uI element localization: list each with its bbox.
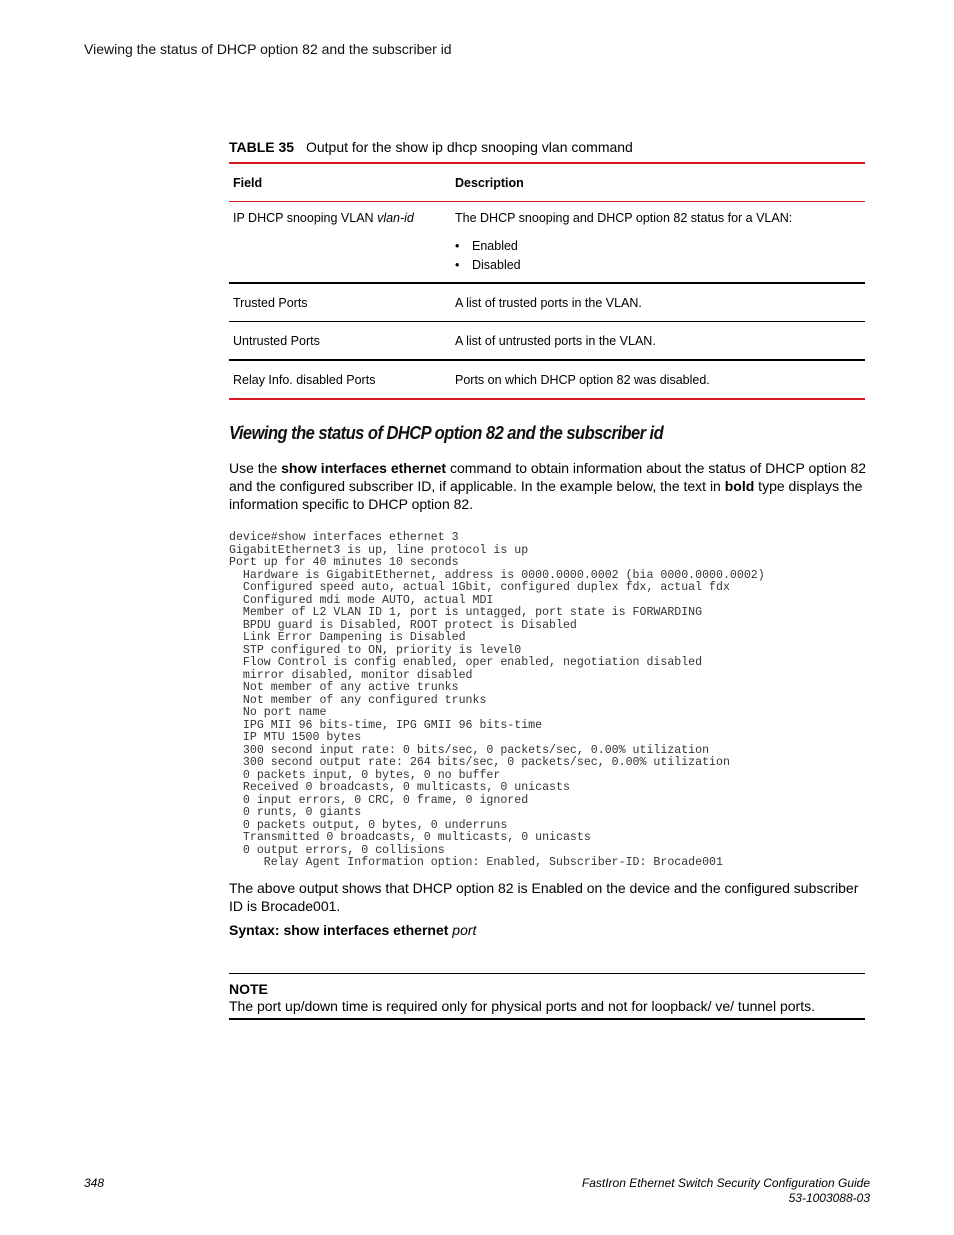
page-number: 348 — [84, 1176, 105, 1190]
table-header-row — [229, 164, 865, 202]
table-cell-field: Untrusted Ports — [233, 333, 320, 348]
column-header-description: Description — [455, 175, 524, 190]
footer-doc-info — [582, 1176, 870, 1206]
bullet-item: • Enabled — [455, 237, 865, 256]
table-row — [229, 284, 865, 322]
column-header-field: Field — [233, 175, 263, 190]
table-row — [229, 322, 865, 361]
description-text: The DHCP snooping and DHCP option 82 status for a VLAN: — [455, 211, 793, 225]
note-text: The port up/down time is required only for physical ports and not for loopback/ ve/ tunnel ports. — [229, 998, 815, 1014]
table-cell-description: A list of untrusted ports in the VLAN. — [455, 333, 656, 348]
intro-text: command to obtain information about the status of DHCP option 82 and the configured subscriber ID, if applicable. In the example below, the text in — [229, 460, 867, 494]
guide-title: FastIron Ethernet Switch Security Configuration Guide — [581, 1176, 870, 1190]
result-paragraph: The above output shows that DHCP option 82 is Enabled on the device and the configured subscriber ID is Brocade001. — [229, 880, 859, 914]
bullet-item: • Disabled — [455, 256, 865, 275]
command-name: show interfaces ethernet — [281, 460, 447, 476]
table-cell-description: A list of trusted ports in the VLAN. — [455, 295, 642, 310]
intro-paragraph — [229, 459, 869, 513]
bold-word: bold — [724, 478, 755, 494]
doc-number: 53-1003088-03 — [788, 1191, 870, 1205]
status-bullet-list — [455, 237, 865, 275]
section-heading: Viewing the status of DHCP option 82 and the subscriber id — [229, 423, 664, 443]
note-box — [229, 973, 865, 1020]
table-cell-description — [455, 211, 865, 282]
table-cell-description: Ports on which DHCP option 82 was disabled. — [455, 372, 710, 387]
intro-text: Use the — [229, 460, 282, 476]
field-param: vlan-id — [377, 211, 414, 225]
running-header: Viewing the status of DHCP option 82 and the subscriber id — [84, 41, 452, 57]
table-cell-field: Trusted Ports — [233, 295, 308, 310]
syntax-label: Syntax: show interfaces ethernet — [229, 922, 449, 938]
syntax-param: port — [452, 922, 477, 938]
cli-output-block: device#show interfaces ethernet 3 GigabitEthernet3 is up, line protocol is up Port up for 40 minutes 10 seconds Hardware is GigabitEthernet, address is 0000.0000.0002 (bia 0000.0000.0002) Configured speed auto, actual 1Gbit, configured duplex fdx, actual fdx Configured mdi mode AUTO, actual MDI Member of L2 VLAN ID 1, port is untagged, port state is FORWARDING BPDU guard is Disabled, ROOT protect is Disabled Link Error Dampening is Disabled STP configured to ON, priority is level0 Flow Control is config enabled, oper enabled, negotiation disabled mirror disabled, monitor disabled Not member of any active trunks Not member of any configured trunks No port name IPG MII 96 bits-time, IPG GMII 96 bits-time IP MTU 1500 bytes 300 second input rate: 0 bits/sec, 0 packets/sec, 0.00% utilization 300 second output rate: 264 bits/sec, 0 packets/sec, 0.00% utilization 0 packets input, 0 bytes, 0 no buffer Received 0 broadcasts, 0 multicasts, 0 unicasts 0 input errors, 0 CRC, 0 frame, 0 ignored 0 runts, 0 giants 0 packets output, 0 bytes, 0 underruns Transmitted 0 broadcasts, 0 multicasts, 0 unicasts 0 output errors, 0 collisions Relay Agent Information option: Enabled, Subscriber-ID: Brocade001 — [229, 531, 765, 869]
table-row — [229, 361, 865, 398]
table-cell-field: Relay Info. disabled Ports — [233, 372, 376, 387]
table-cell-field — [229, 211, 455, 282]
output-table — [229, 162, 865, 400]
table-number: TABLE 35 — [229, 139, 295, 155]
syntax-line — [229, 922, 476, 938]
note-title: NOTE — [229, 981, 268, 997]
intro-text: type displays the information specific to DHCP option 82. — [229, 478, 863, 512]
table-row — [229, 202, 865, 284]
table-caption — [229, 139, 633, 155]
field-text: IP DHCP snooping VLAN — [233, 211, 378, 225]
table-caption-text: Output for the show ip dhcp snooping vlan command — [305, 139, 633, 155]
